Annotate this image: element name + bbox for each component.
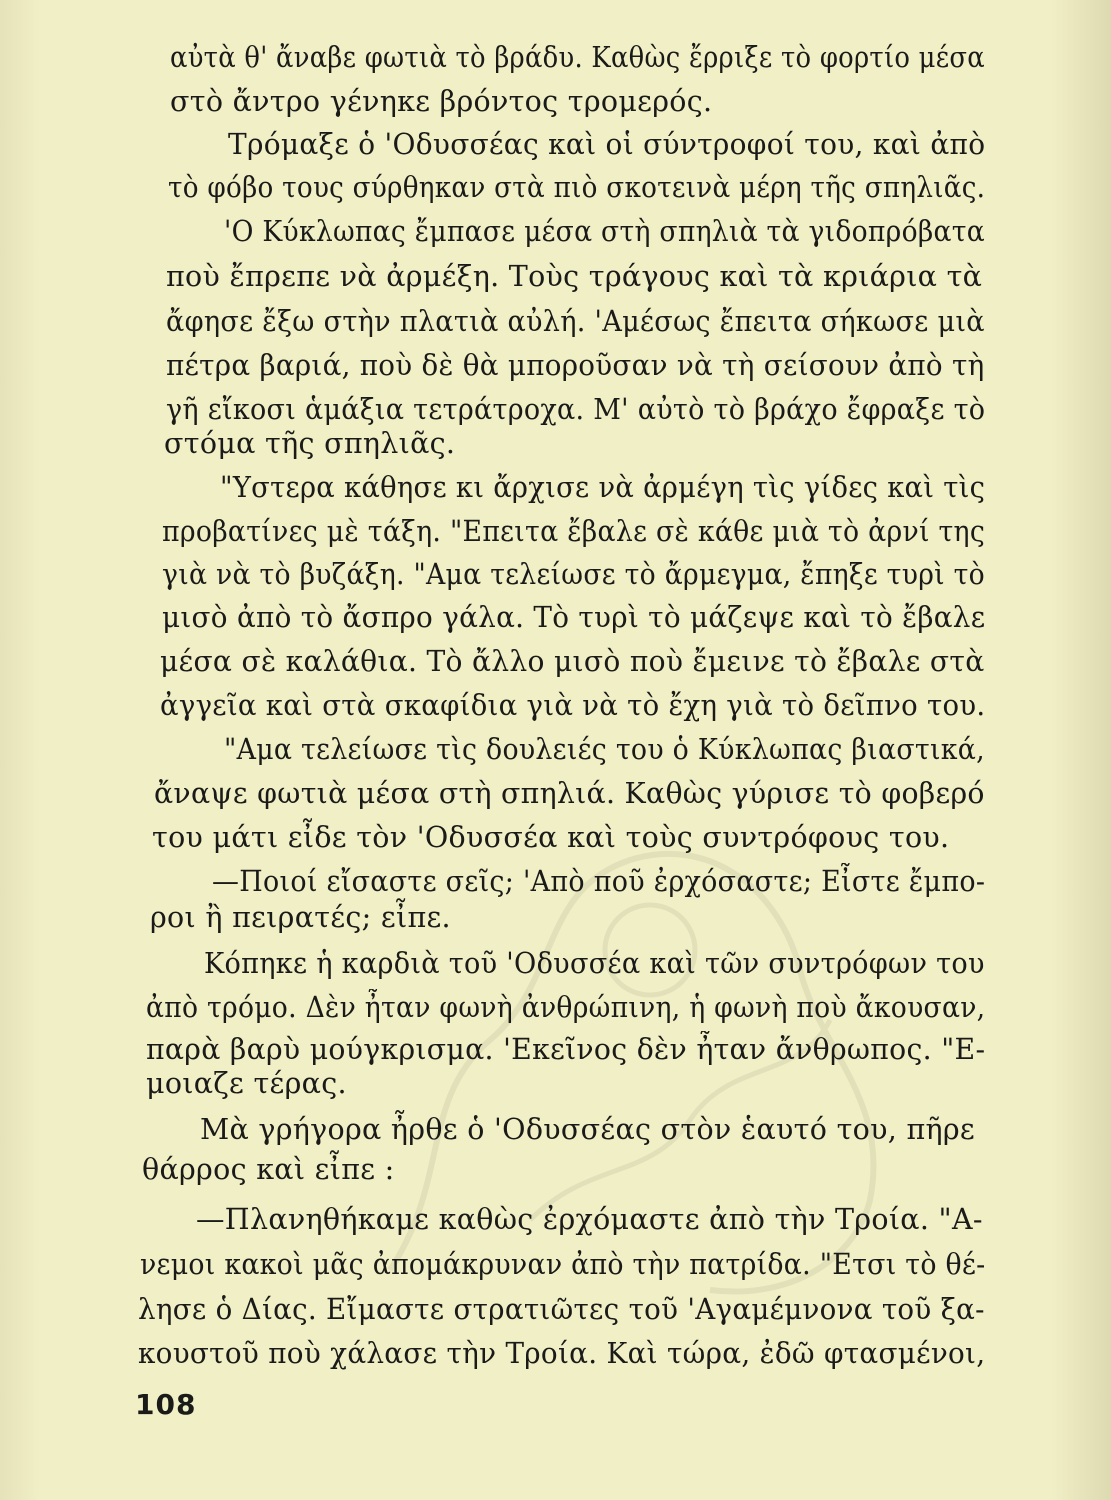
text-line: θάρρος καὶ εἶπε : <box>142 1153 395 1186</box>
text-line: του μάτι εἶδε τὸν 'Οδυσσέα καὶ τοὺς συντρόφους του. <box>152 821 950 854</box>
text-line: ροι ἢ πειρατές; εἶπε. <box>150 901 451 934</box>
text-line: "Αμα τελείωσε τὶς δουλειές του ὁ Κύκλωπας βιαστικά, <box>224 733 985 766</box>
text-line: ἀγγεῖα καὶ στὰ σκαφίδια γιὰ νὰ τὸ ἔχη γιὰ τὸ δεῖπνο του. <box>160 689 986 722</box>
text-line: προβατίνες μὲ τάξη. "Επειτα ἔβαλε σὲ κάθε μιὰ τὸ ἀρνί της <box>162 515 986 548</box>
text-line: ποὺ ἔπρεπε νὰ ἀρμέξη. Τοὺς τράγους καὶ τὰ κριάρια τὰ <box>166 260 983 293</box>
text-line: λησε ὁ Δίας. Εἴμαστε στρατιῶτες τοῦ 'Αγαμέμνονα τοῦ ξα- <box>138 1293 985 1326</box>
text-line: μισὸ ἀπὸ τὸ ἄσπρο γάλα. Τὸ τυρὶ τὸ μάζεψε καὶ τὸ ἔβαλε <box>162 601 986 634</box>
text-line: στόμα τῆς σπηλιᾶς. <box>164 427 456 460</box>
text-line: Τρόμαξε ὁ 'Οδυσσέας καὶ οἱ σύντροφοί του, καὶ ἀπὸ <box>228 128 986 161</box>
text-line: 'Ο Κύκλωπας ἔμπασε μέσα στὴ σπηλιὰ τὰ γιδοπρόβατα <box>224 215 985 248</box>
page-number: 108 <box>135 1388 197 1421</box>
text-line: πέτρα βαριά, ποὺ δὲ θὰ μποροῦσαν νὰ τὴ σείσουν ἀπὸ τὴ <box>166 349 985 382</box>
text-line: ἀπὸ τρόμο. Δὲν ἦταν φωνὴ ἀνθρώπινη, ἡ φωνὴ ποὺ ἄκουσαν, <box>146 991 986 1024</box>
text-line: Μὰ γρήγορα ἦρθε ὁ 'Οδυσσέας στὸν ἑαυτό του, πῆρε <box>200 1113 975 1146</box>
text-line: γιὰ νὰ τὸ βυζάξη. "Αμα τελείωσε τὸ ἄρμεγμα, ἔπηξε τυρὶ τὸ <box>162 558 985 591</box>
text-line: ἄναψε φωτιὰ μέσα στὴ σπηλιά. Καθὼς γύρισε τὸ φοβερό <box>154 777 985 810</box>
text-line: στὸ ἄντρο γένηκε βρόντος τρομερός. <box>170 85 713 118</box>
text-line: —Πλανηθήκαμε καθὼς ἐρχόμαστε ἀπὸ τὴν Τροία. "Α- <box>196 1203 983 1236</box>
text-line: ἄφησε ἔξω στὴν πλατιὰ αὐλή. 'Αμέσως ἔπειτα σήκωσε μιὰ <box>166 305 985 338</box>
text-line: αὐτὰ θ' ἄναβε φωτιὰ τὸ βράδυ. Καθὼς ἔρριξε τὸ φορτίο μέσα <box>170 41 985 74</box>
text-line: μέσα σὲ καλάθια. Τὸ ἄλλο μισὸ ποὺ ἔμεινε τὸ ἔβαλε στὰ <box>160 645 985 678</box>
text-line: μοιαζε τέρας. <box>146 1067 347 1100</box>
text-line: νεμοι κακοὶ μᾶς ἀπομάκρυναν ἀπὸ τὴν πατρίδα. "Ετσι τὸ θέ- <box>140 1248 986 1281</box>
text-line: "Υστερα κάθησε κι ἄρχισε νὰ ἀρμέγη τὶς γίδες καὶ τὶς <box>220 471 986 504</box>
text-line: κουστοῦ ποὺ χάλασε τὴν Τροία. Καὶ τώρα, ἐδῶ φτασμένοι, <box>138 1337 986 1370</box>
text-line: —Ποιοί εἴσαστε σεῖς; 'Απὸ ποῦ ἐρχόσαστε; Εἶστε ἔμπο- <box>212 865 986 898</box>
text-line: Κόπηκε ἡ καρδιὰ τοῦ 'Οδυσσέα καὶ τῶν συντρόφων του <box>204 947 985 980</box>
text-line: γῆ εἴκοσι ἁμάξια τετράτροχα. Μ' αὐτὸ τὸ βράχο ἔφραξε τὸ <box>166 393 986 426</box>
text-line: τὸ φόβο τους σύρθηκαν στὰ πιὸ σκοτεινὰ μέρη τῆς σπηλιᾶς. <box>168 171 986 204</box>
text-line: παρὰ βαρὺ μούγκρισμα. 'Εκεῖνος δὲν ἦταν ἄνθρωπος. "Ε- <box>146 1033 986 1066</box>
